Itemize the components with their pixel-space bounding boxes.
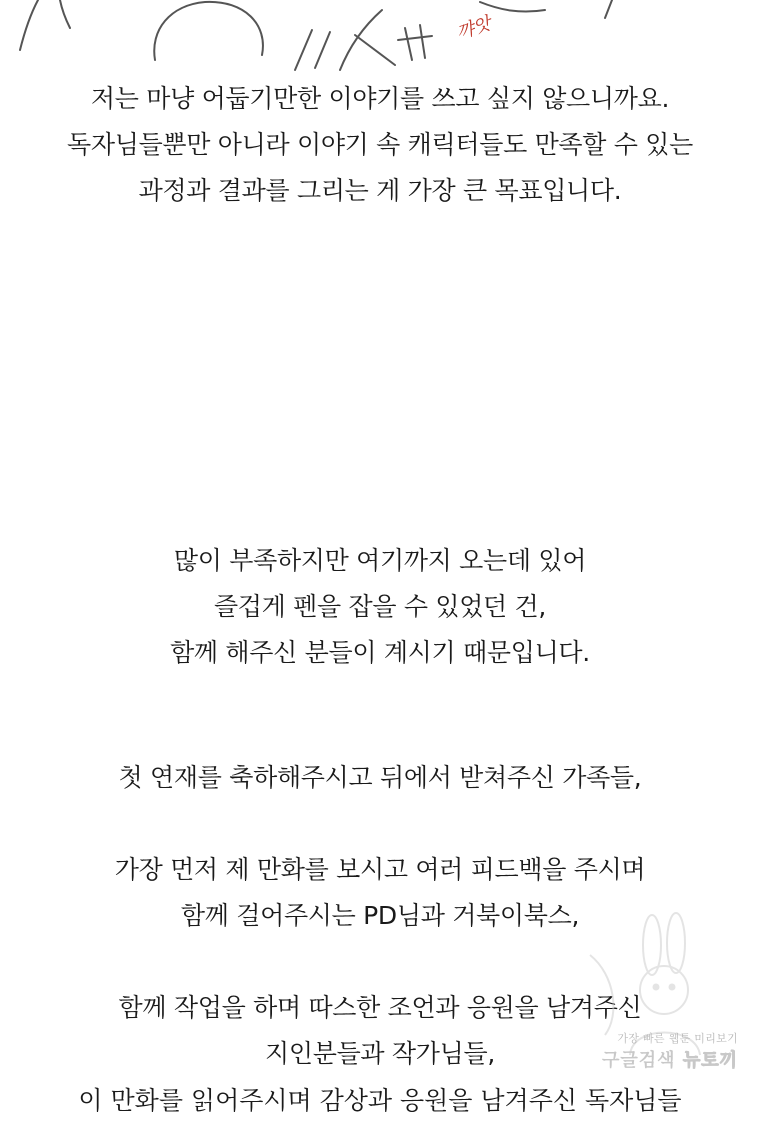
text-line-family: 첫 연재를 축하해주시고 뒤에서 받쳐주신 가족들, bbox=[118, 763, 642, 792]
sketch-doodle bbox=[0, 0, 760, 75]
paragraph-thanks-intro bbox=[0, 538, 760, 676]
text-line-readers-cut: 이 만화를 읽어주시며 감상과 응원을 남겨주신 독자님들 bbox=[78, 1086, 682, 1115]
watermark-brand-accent: 뉴토끼 bbox=[682, 1050, 738, 1071]
text-line-friends-2: 지인분들과 작가님들, bbox=[265, 1039, 495, 1068]
watermark-brand-main: 구글검색 bbox=[601, 1050, 676, 1071]
text-line: 저는 마냥 어둡기만한 이야기를 쓰고 싶지 않으니까요. bbox=[90, 84, 670, 113]
text-line: 즐겁게 펜을 잡을 수 있었던 건, bbox=[213, 592, 547, 621]
text-line-friends-1: 함께 작업을 하며 따스한 조언과 응원을 남겨주신 bbox=[118, 993, 642, 1022]
text-line: 많이 부족하지만 여기까지 오는데 있어 bbox=[173, 546, 587, 575]
text-line-pd-1: 가장 먼저 제 만화를 보시고 여러 피드백을 주시며 bbox=[114, 855, 646, 884]
red-handwritten-tag: 꺄앗 bbox=[454, 13, 494, 44]
paragraph-goal bbox=[0, 76, 760, 214]
watermark-brand bbox=[602, 1046, 738, 1072]
text-line: 과정과 결과를 그리는 게 가장 큰 목표입니다. bbox=[138, 176, 622, 205]
text-line: 함께 해주신 분들이 계시기 때문입니다. bbox=[170, 638, 590, 667]
text-line-pd-2: 함께 걸어주시는 PD님과 거북이북스, bbox=[180, 901, 580, 930]
text-line: 독자님들뿐만 아니라 이야기 속 캐릭터들도 만족할 수 있는 bbox=[67, 130, 693, 159]
watermark-tagline: 가장 빠른 웹툰 미리보기 bbox=[617, 1032, 738, 1045]
